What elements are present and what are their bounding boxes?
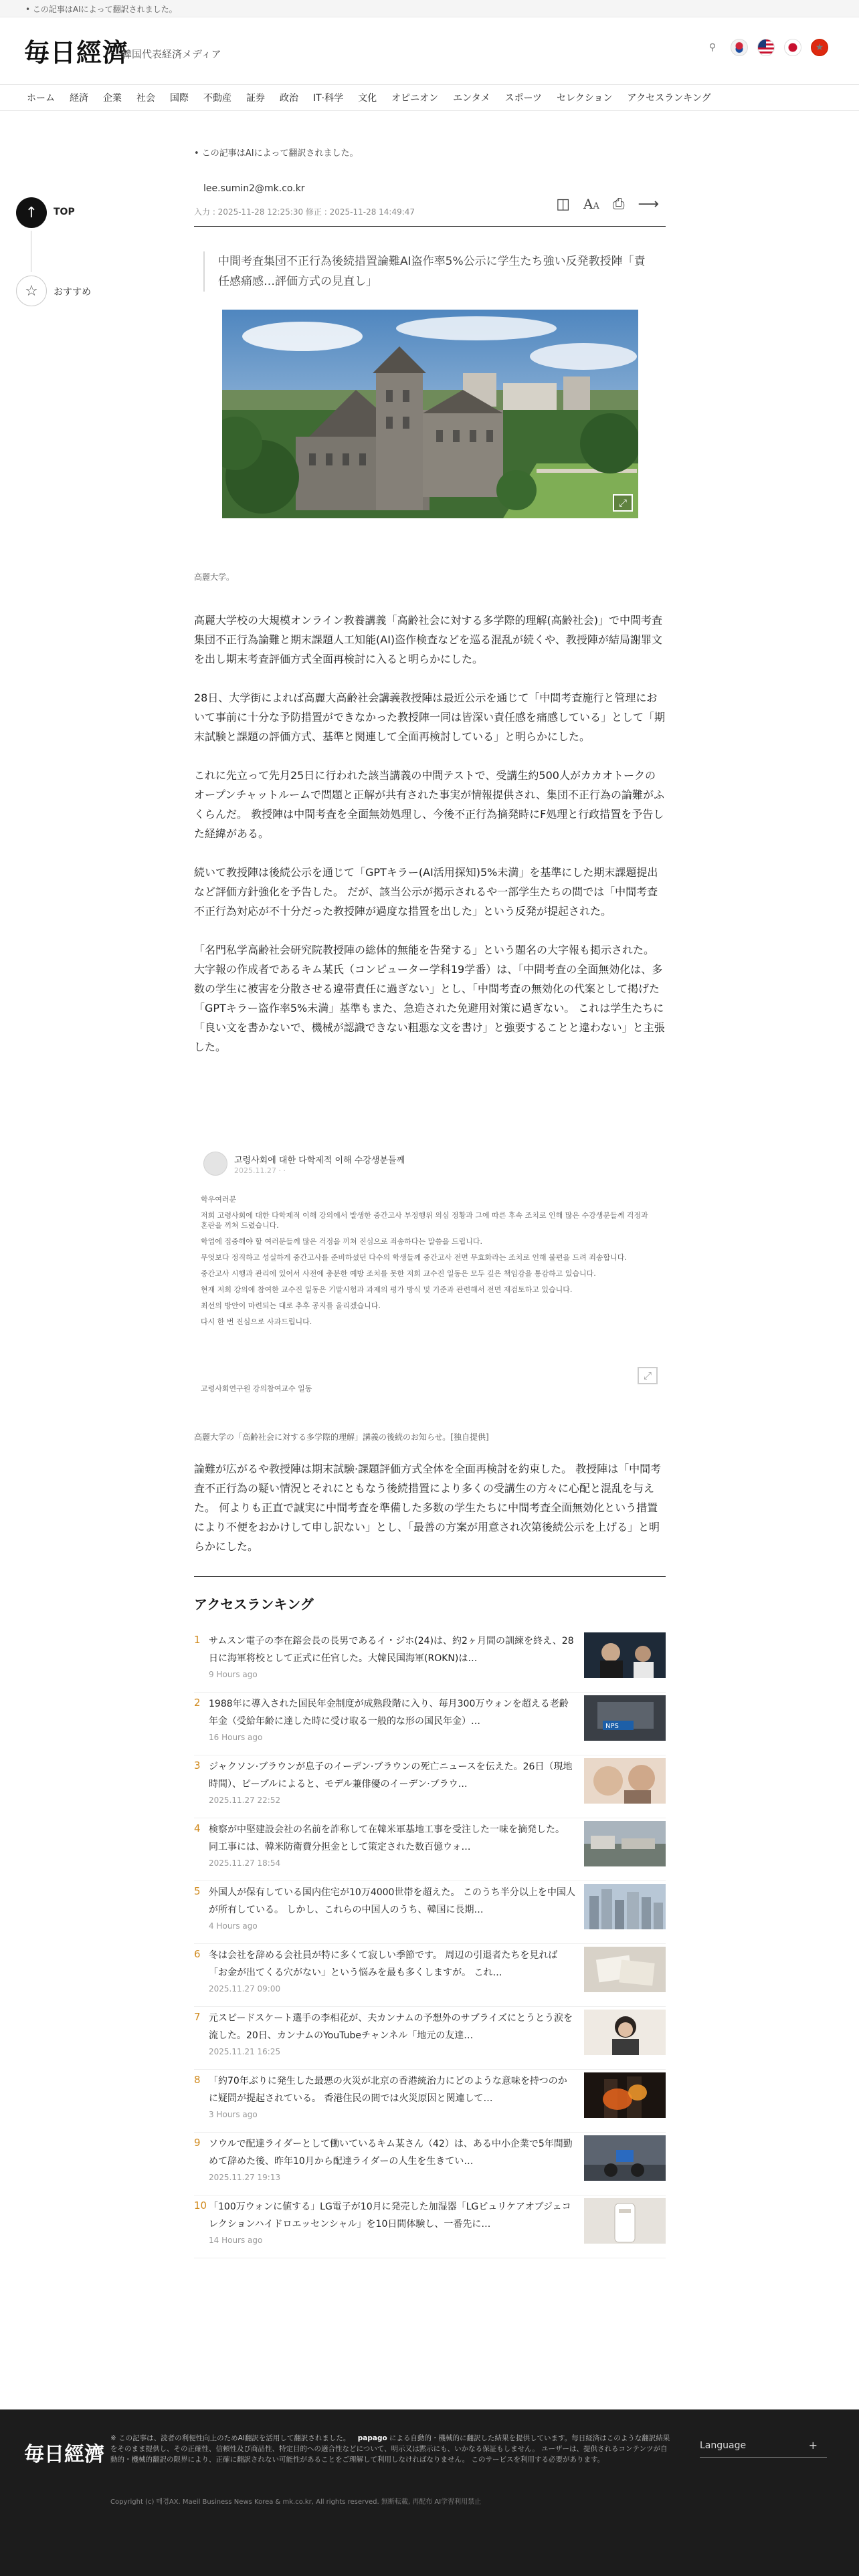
footer-disclaimer	[110, 2433, 672, 2465]
ranking-thumbnail[interactable]	[584, 2198, 666, 2244]
nav-item-entertainment[interactable]: エンタメ	[453, 93, 490, 104]
notice-line: 저희 고령사회에 대한 다학제적 이해 강의에서 발생한 중간고사 부정행위 의심 정황과 그에 따른 후속 조치로 인해 많은 수강생분들께 걱정과 혼란을 끼쳐 드렸습니다.	[201, 1211, 648, 1230]
notice-signature: 고령사회연구원 강의참여교수 일동	[201, 1384, 312, 1393]
footer-disclaimer-lead: ※ この記事は、読者の利便性向上のためAI翻訳を活用して翻訳されました。	[110, 2434, 351, 2442]
nav-item-ranking[interactable]: アクセスランキング	[627, 93, 711, 104]
ranking-item[interactable]	[194, 2007, 666, 2070]
photo-caption: 高麗大学。	[194, 572, 235, 582]
notice-line: 중간고사 시행과 관리에 있어서 사전에 충분한 예방 조치를 못한 저희 교수진 일동은 모두 깊은 책임감을 통감하고 있습니다.	[201, 1269, 596, 1278]
share-icon[interactable]: ⟶	[638, 196, 659, 213]
ranking-item[interactable]	[194, 1755, 666, 1818]
notice-subtitle: 2025.11.27 · ·	[234, 1166, 286, 1175]
site-footer	[0, 2409, 859, 2576]
ranking-item[interactable]	[194, 2070, 666, 2133]
site-logo[interactable]: 毎日經濟	[24, 37, 129, 68]
ranking-thumbnail[interactable]	[584, 1947, 666, 1992]
main-nav	[0, 84, 859, 111]
ranking-headline[interactable]: 「約70年ぶりに発生した最悪の火災が北京の香港統治力にどのような意味を持つのかに疑問が提起されている。 香港住民の間では火災原因と関連して…	[209, 2076, 567, 2104]
ranking-title: アクセスランキング	[194, 1596, 314, 1612]
notice-line: 학업에 집중해야 할 여러분들께 많은 걱정을 끼쳐 진심으로 죄송하다는 말씀을 드립니다.	[201, 1237, 482, 1246]
ranking-item[interactable]	[194, 2195, 666, 2258]
ranking-headline[interactable]: ソウルで配達ライダーとして働いているキム某さん（42）は、ある中小企業で5年間勤めて辞めた後、昨年10月から配達ライダーの人生を生きてい…	[209, 2139, 573, 2167]
campus-photo[interactable]	[222, 310, 638, 518]
china-flag-icon[interactable]: ★	[811, 39, 828, 56]
ranking-item[interactable]	[194, 1693, 666, 1755]
nav-item-stocks[interactable]: 証券	[246, 93, 265, 104]
nav-item-culture[interactable]: 文化	[358, 93, 377, 104]
nav-item-economy[interactable]: 経済	[70, 93, 88, 104]
ai-translation-banner: • この記事はAIによって翻訳されました。	[0, 0, 859, 17]
ranking-item[interactable]	[194, 1881, 666, 1944]
footer-logo[interactable]: 毎日經濟	[24, 2443, 104, 2466]
ranking-item[interactable]	[194, 1944, 666, 2007]
article-paragraph: 続いて教授陣は後続公示を通じて「GPTキラー(AI活用探知)5%未満」を基準にした期末課題提出など評価方針強化を予告した。 だが、該当公示が掲示されるや一部学生たちの間では「中間考査不正行為対応が不十分だった教授陣が過度な措置を出した」という反発が提起された。	[194, 866, 658, 918]
ranking-time: 2025.11.27 19:13	[209, 2173, 281, 2182]
ranking-divider	[194, 1576, 666, 1577]
nav-item-real-estate[interactable]: 不動産	[203, 93, 231, 104]
nav-item-business[interactable]: 企業	[103, 93, 122, 104]
plus-icon: +	[808, 2439, 818, 2452]
article-paragraph: これに先立って先月25日に行われた該当講義の中間テストで、受講生約500人がカカオトークのオープンチャットルームで問題と正解が共有された事実が情報提供され、集団不正行為の論難がふくらんだ。 教授陣は中間考査を全面無効処理し、今後不正行為摘発時にF処理と行政措置を予告した経緯がある。	[194, 769, 665, 840]
star-icon: ☆	[25, 282, 38, 300]
search-icon[interactable]: ⚲	[708, 42, 717, 53]
ranking-number: 3	[194, 1759, 201, 1772]
article-ai-note: • この記事はAIによって翻訳されました。	[194, 148, 359, 158]
notice-caption: 高麗大学の「高齢社会に対する多学際的理解」講義の後続のお知らせ。[独自提供]	[194, 1432, 489, 1442]
ranking-number: 4	[194, 1822, 201, 1834]
nav-item-home[interactable]: ホーム	[27, 93, 55, 104]
article-subtitle: 中間考査集団不正行為後続措置論難AI盗作率5%公示に学生たち強い反発教授陣「責任感痛感…評価方式の見直し」	[203, 251, 652, 292]
ranking-headline[interactable]: 元スピードスケート選手の李相花が、夫カンナムの予想外のサプライズにとうとう涙を流した。20日、カンナムのYouTubeチャンネル「地元の友達…	[209, 2013, 573, 2041]
scroll-top-label: TOP	[54, 207, 75, 217]
notice-line: 다시 한 번 진심으로 사과드립니다.	[201, 1317, 312, 1326]
notice-image[interactable]	[194, 1144, 666, 1412]
nav-item-international[interactable]: 国際	[170, 93, 189, 104]
font-size-icon[interactable]: AA	[583, 196, 599, 212]
nav-item-it-science[interactable]: IT·科学	[313, 93, 344, 104]
ranking-number: 9	[194, 2137, 201, 2149]
nav-item-politics[interactable]: 政治	[280, 93, 298, 104]
ranking-headline[interactable]: 冬は会社を辞める会社員が特に多くて寂しい季節です。 周辺の引退者たちを見れば「お金が出てくる穴がない」という悩みを最も多くしますが。 これ…	[209, 1950, 558, 1978]
ranking-thumbnail[interactable]	[584, 2010, 666, 2055]
ranking-item[interactable]	[194, 1630, 666, 1693]
footer-copyright: Copyright (c) 매경AX. Maeil Business News Korea & mk.co.kr, All rights reserved. 無断転載, 再配布 AI学習利用禁止	[110, 2498, 482, 2506]
article-dates: 入力 : 2025-11-28 12:25:30 修正 : 2025-11-28 14:49:47	[194, 207, 415, 217]
nav-item-society[interactable]: 社会	[136, 93, 155, 104]
expand-icon[interactable]: ⤢	[613, 494, 633, 512]
nav-item-selection[interactable]: セレクション	[557, 93, 613, 104]
meta-divider	[194, 226, 666, 227]
scroll-top-button[interactable]	[16, 197, 47, 228]
ranking-number: 6	[194, 1948, 201, 1960]
ranking-thumbnail[interactable]	[584, 2072, 666, 2118]
korea-flag-icon[interactable]	[731, 39, 748, 56]
ranking-time: 9 Hours ago	[209, 1670, 258, 1679]
article-body	[194, 611, 666, 1076]
ranking-thumbnail[interactable]	[584, 1758, 666, 1804]
site-tagline: 韓国代表経済メディア	[122, 48, 221, 60]
ranking-thumbnail[interactable]	[584, 2135, 666, 2181]
article-paragraph: 高麗大学校の大規模オンライン教養講義「高齢社会に対する多学際的理解(高齢社会)」で中間考査集団不正行為論難と期末課題人工知能(AI)盗作検査などを巡る混乱が続くや、教授陣が結局謝罪文を出し期末考査評価方式全面再検討に入ると明らかにした。	[194, 614, 663, 665]
usa-flag-icon[interactable]	[757, 39, 775, 56]
ranking-headline[interactable]: サムスン電子の李在鎔会長の長男であるイ・ジホ(24)は、約2ヶ月間の訓練を終え、28日に海軍将校として正式に任官した。大韓民国海軍(ROKN)は…	[209, 1636, 574, 1664]
article-tools	[556, 196, 659, 213]
japan-flag-icon[interactable]	[784, 39, 801, 56]
campus-photo-graphic	[222, 310, 638, 518]
ranking-thumbnail[interactable]	[584, 1884, 666, 1929]
ranking-number: 10	[194, 2199, 207, 2212]
ranking-time: 2025.11.27 22:52	[209, 1796, 281, 1805]
avatar	[203, 1152, 227, 1176]
article-paragraph: 「名門私学高齢社会研究院教授陣の総体的無能を告発する」という題名の大字報も掲示された。 大字報の作成者であるキム某氏（コンピューター学科19学番）は、「中間考査の全面無効化は、多数の学生に被害を分散させる違帯責任に過ぎない」とし、「中間考査の無効化の代案として掲げた「GPTキラー盗作率5%未満」基準もまた、急造された免避用対策に過ぎない。 これは学生たちに「良い文を書かないで、機械が認識できない粗悪な文を書け」と強要することと違わない」と主張した。	[194, 944, 665, 1053]
ranking-number: 8	[194, 2074, 201, 2086]
ranking-thumbnail[interactable]	[584, 1821, 666, 1866]
language-label: Language	[700, 2440, 747, 2451]
language-select[interactable]	[700, 2436, 827, 2458]
svg-text:NPS: NPS	[605, 1723, 619, 1730]
bookmark-button[interactable]	[16, 276, 47, 306]
ranking-number: 7	[194, 2011, 201, 2023]
ranking-time: 14 Hours ago	[209, 2236, 263, 2245]
notice-body	[201, 1194, 656, 1333]
print-icon[interactable]: ⎙	[612, 196, 625, 213]
header-icons	[704, 39, 828, 56]
nav-item-sports[interactable]: スポーツ	[504, 93, 543, 104]
ranking-thumbnail[interactable]	[584, 1632, 666, 1678]
notice-line: 학우여러분	[201, 1195, 237, 1204]
site-header	[0, 17, 859, 84]
notice-line: 무엇보다 정직하고 성실하게 중간고사를 준비하셨던 다수의 학생들께 중간고사 전면 무효화라는 조치로 인해 불편을 드려 죄송합니다.	[201, 1253, 627, 1262]
ranking-time: 16 Hours ago	[209, 1733, 263, 1742]
article-paragraph: 28日、大学街によれば高麗大高齢社会講義教授陣は最近公示を通じて「中間考査施行と管理において事前に十分な予防措置ができなかった教授陣一同は皆深い責任感を痛感している」として「期末試験と課題の評価方式、基準と関連して全面再検討している」と明らかにした。	[194, 691, 666, 743]
ranking-number: 5	[194, 1885, 201, 1897]
ranking-time: 2025.11.27 09:00	[209, 1984, 281, 1994]
ranking-time: 4 Hours ago	[209, 1921, 258, 1931]
ranking-number: 1	[194, 1634, 201, 1646]
ranking-thumbnail[interactable]	[584, 1695, 666, 1741]
notice-title: 고령사회에 대한 다학제적 이해 수강생분들께	[234, 1156, 405, 1166]
ranking-number: 2	[194, 1697, 201, 1709]
nav-item-opinion[interactable]: オピニオン	[391, 93, 439, 104]
ranking-headline[interactable]: 1988年に導入された国民年金制度が成熟段階に入り、毎月300万ウォンを超える老齢年金（受給年齢に達した時に受け取る一般的な形の国民年金）…	[209, 1699, 569, 1727]
ranking-item[interactable]	[194, 1818, 666, 1881]
notice-line: 현재 저희 강의에 참여한 교수진 일동은 기말시험과 과제의 평가 방식 및 기준과 관련해서 전면 재검토하고 있습니다.	[201, 1285, 573, 1294]
expand-icon[interactable]: ⤢	[638, 1367, 658, 1384]
ranking-item[interactable]	[194, 2133, 666, 2195]
papago-logo: papago	[357, 2434, 387, 2442]
bookmark-label: おすすめ	[54, 287, 92, 298]
ranking-headline[interactable]: 外国人が保有している国内住宅が10万4000世帯を超えた。 このうち半分以上を中国人が所有している。 しかし、これらの中国人のうち、韓国に長期…	[209, 1887, 575, 1915]
ranking-time: 2025.11.21 16:25	[209, 2047, 281, 2056]
ranking-headline[interactable]: 検察が中堅建設会社の名前を詐称して在韓米軍基地工事を受注した一味を摘発した。 同工事には、韓米防衛費分担金として策定された数百億ウォ…	[209, 1824, 565, 1852]
ranking-headline[interactable]: 「100万ウォンに値する」LG電子が10月に発売した加湿器「LGピュリケアオブジェコレクションハイドロエッセンシャル」を10日間体験し、一番先に…	[209, 2202, 571, 2230]
footer-disclaimer-rest: による自動的・機械的に翻訳した結果を提供しています。毎日経済はこのような翻訳結果をそのまま提供し、その正確性、信頼性及び商品性、特定目的への適合性などについて、明示又は黙示にも、いかなる保証もしません。 ユーザーは、提供されるコンテンツが自動的・機械的翻訳の限界により、正確に翻訳されない可能性があることをご理解して利用しなければなりません。 このサービスを利用する必要があります。	[110, 2434, 670, 2464]
ranking-headline[interactable]: ジャクソン·ブラウンが息子のイーデン·ブラウンの死亡ニュースを伝えた。26日（現地時間）、ピープルによると、モデル兼俳優のイーデン·ブラウ…	[209, 1761, 573, 1790]
reporter-email[interactable]: lee.sumin2@mk.co.kr	[203, 183, 305, 194]
ranking-time: 2025.11.27 18:54	[209, 1858, 281, 1868]
ranking-time: 3 Hours ago	[209, 2110, 258, 2119]
article-paragraph: 論難が広がるや教授陣は期末試験·課題評価方式全体を全面再検討を約束した。 教授陣は「中間考査不正行為の疑い情況とそれにともなう後続措置により多くの受講生の方々に心配と混乱を与えた。 何よりも正直で誠実に中間考査を準備した多数の学生たちに中間考査全面無効化という措置により不便をおかけして申し訳ない」とし、「最善の方案が用意され次第後続公示を上げる」と明らかにした。	[194, 1463, 662, 1553]
notice-line: 최선의 방안이 마련되는 대로 추후 공지를 올리겠습니다.	[201, 1301, 381, 1310]
arrow-up-icon: ↑	[25, 204, 38, 221]
translate-icon[interactable]: ◫	[556, 196, 570, 213]
